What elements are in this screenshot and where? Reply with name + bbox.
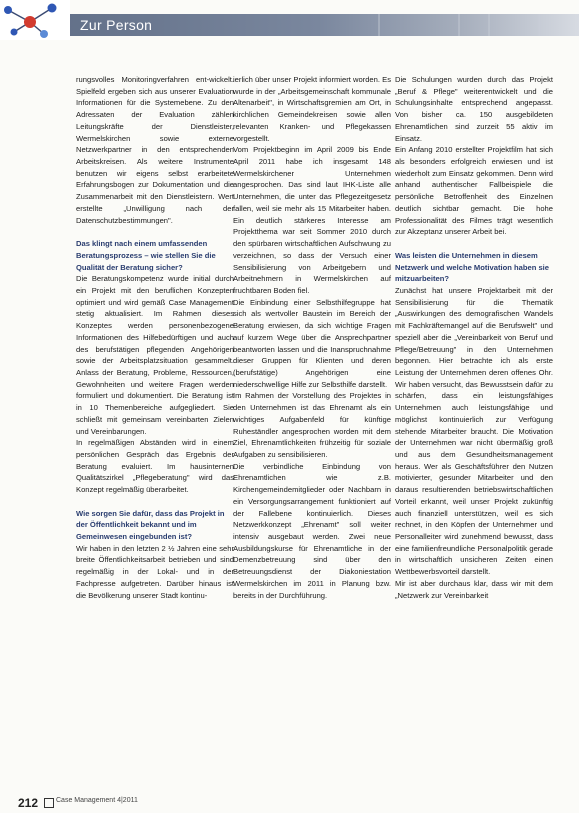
paragraph: Die Einbindung einer Selbsthilfegruppe hat sich als wertvoller Baustein im Bereich der Beratung erwiesen, da sich wichtige Fragen auf kurzem Wege über die Ansprechpartner beantworten lassen und die Inanspruchnahme dieser Gruppen für Klienten und deren (berufstätige) Angehörigen eine niederschwellige Hilfe zur Selbsthilfe darstellt. [233, 297, 391, 389]
text-column-2 [233, 74, 391, 792]
paragraph: Die verbindliche Einbindung von Ehrenamtlichen wie z.B. Kirchengemeindemitglieder oder Nachbarn in ein Versorgungsarrangement funktioniert auf der Fallebene kontinuierlich. Dieses Netzwerkkonzept „Ehrenamt" soll weiter intensiv ausgebaut werden. Zwei neue Ausbildungskurse für Ehrenamtliche in der Demenzbetreuung sind über den Betreuungsdienst der Diakoniestation Wermelskirchen im 2011 in Planung bzw. bereits in der Durchführung. [233, 461, 391, 600]
section-title: Zur Person [80, 17, 153, 33]
paragraph: Ein Anfang 2010 erstellter Projektfilm hat sich als besonders erfolgreich erwiesen und ist wiederholt zum Einsatz gekommen. Denn wird anhand authentischer Fallbeispiele die persönliche Betroffenheit des Einzelnen deutlich sichtbar gemacht. Die hohe Professionalität des Filmes trägt wesentlich zur Akzeptanz unserer Arbeit bei. [395, 145, 553, 237]
interview-question: Was leisten die Unternehmen in diesem Netzwerk und welche Motivation haben sie mitzuarbeiten? [395, 250, 550, 284]
paragraph: rungsvolles Monitoringverfahren ent-wickelt. Spielfeld ergeben sich aus unserer Evaluation Informationen für die Systemebene. Zu den Adressaten der Evaluation zählen Leitungskräfte der Dienstleister, Wermelskirchen sowie externe Netzwerkpartner in den entsprechenden Arbeitskreisen. Als weitere Instrumente benutzen wir eigens selbst erarbeitete Erfahrungsbogen zur Dokumentation und die Zusammenarbeit mit den Dienstleistern. Wert erstellte „Unwilligung nach der Datenschutzbestimmungen". [76, 75, 234, 225]
paragraph: Wir haben in den letzten 2 ½ Jahren eine sehr breite Öffentlichkeitsarbeit betrieben und sind regelmäßig in der Lokal- und in der Fachpresse aufgetreten. Darüber hinaus ist die Bevölkerung unserer Stadt kontinu- [76, 543, 234, 600]
page-header [0, 0, 579, 40]
journal-name: Case Management 4|2011 [56, 797, 138, 804]
paragraph: Zunächst hat unsere Projektarbeit mit der Sensibilisierung für die Thematik „Auswirkungen des demografischen Wandels mit Fachkräftemangel auf die Berufswelt" und speziell aber die „Vereinbarkeit von Beruf und Pflege/Betreuung" in den Unternehmen begonnen. Hier betrachte ich als erste Leistung der Unternehmen deren offenes Ohr. Wir haben versucht, das Bewusstsein dafür zu schärfen, dass ein leistungsfähiges Unternehmen auch leistungsfähige und möglichst kontinuierlich zur Verfügung stehende Mitarbeiter braucht. Die Motivation der Unternehmen war nicht übermäßig groß und aus dem Gesundheitsmanagement heraus. Wer als Geschäftsführer den Nutzen motivierter, gesunder Mitarbeiter und den daraus resultierenden betriebswirtschaftlichen Vorteil erkannt, weil unser Projekt zukünftig auch finanziell unterstützen, weil es sich rechnet, in den Köpfen der Unternehmer und Personalleiter wird zunehmend bewusst, dass eine familienfreundliche Personalpolitik gerade in wirtschaftlich unsicheren Zeiten einen Wettbewerbsvorteil darstellt. [395, 285, 553, 577]
journal-logo-icon [44, 798, 54, 808]
text-column-3 [395, 74, 553, 792]
paragraph: In regelmäßigen Abständen wird in einem persönlichen Gespräch das Ergebnis der Beratung evaluiert. Im hausinternen Qualitätszirkel „Pflegeberatung" wird das Konzept regelmäßig überarbeitet. [76, 438, 234, 495]
paragraph: Im Rahmen der Vorstellung des Projektes in den Unternehmen ist das Ehrenamt als ein wichtiges Aufgabenfeld für künftige Ruheständler angesprochen worden mit dem Ziel, Ehrenamtlichkeiten frühzeitig für soziale Aufgaben zu sensibilisieren. [233, 391, 391, 459]
text-column-1 [76, 74, 234, 792]
paragraph: ierlich über unser Projekt informiert worden. Es wurde in der „Arbeitsgemeinschaft kommunale Altenarbeit", in Wirtschaftsgremien am Ort, in kirchlichen Gemeindekreisen sowie allen relevanten Kranken- und Pflegekassen vorgestellt. [233, 75, 391, 143]
header-decoration [339, 14, 579, 36]
network-logo-icon [0, 0, 70, 40]
interview-question: Wie sorgen Sie dafür, dass das Projekt in der Öffentlichkeit bekannt und im Gemeinwesen eingebunden ist? [76, 508, 225, 542]
paragraph: Die Schulungen wurden durch das Projekt „Beruf & Pflege" weiterentwickelt und die Schulungsinhalte entsprechend angepasst. Von bisher ca. 150 ausgebildeten Ehrenamtlichen sind zurzeit 55 aktiv im Einsatz. [395, 75, 553, 143]
page-footer [18, 796, 58, 810]
paragraph: Vom Projektbeginn im April 2009 bis Ende April 2011 habe ich insgesamt 148 Wermelskirchener Unternehmen angesprochen. Das sind laut IHK-Liste alle Unternehmen, die unter das Pflegezeitgesetz fallen, weil sie mehr als 15 Mitarbeiter haben. Ein deutlich stärkeres Interesse am Projektthema war seit Sommer 2010 durch den spürbaren wirtschaftlichen Aufschwung zu verzeichnen, so dass der Versuch einer Sensibilisierung von Arbeitgebern und Arbeitnehmern in Wermelskirchen auf fruchtbaren Boden fiel. [233, 145, 391, 295]
page-number: 212 [18, 796, 39, 810]
paragraph: Die Beratungskompetenz wurde initial durch ein Projekt mit den beruflichen Konzepten optimiert und wird gemäß Case Management stetig aktualisiert. Im Rahmen dieses Konzeptes werden personenbezogene Informationen des Hilfebedürftigen und auch des berufstätigen pflegenden Angehörigen sowie der Arbeitsplatzsituation gesammelt. Anlass der Beratung, Probleme, Ressourcen, Gewohnheiten und weitere Fragen werden formuliert und dokumentiert. Die Beratung ist in 10 Themenbereiche aufgegliedert. Sie schließt mit gemeinsam vereinbarten Zielen und Vereinbarungen. [76, 274, 234, 436]
paragraph: Mir ist aber durchaus klar, dass wir mit dem „Netzwerk zur Vereinbarkeit [395, 578, 553, 600]
interview-question: Das klingt nach einem umfassenden Beratungsprozess – wie stellen Sie die Qualität der Beratung sicher? [76, 239, 216, 272]
